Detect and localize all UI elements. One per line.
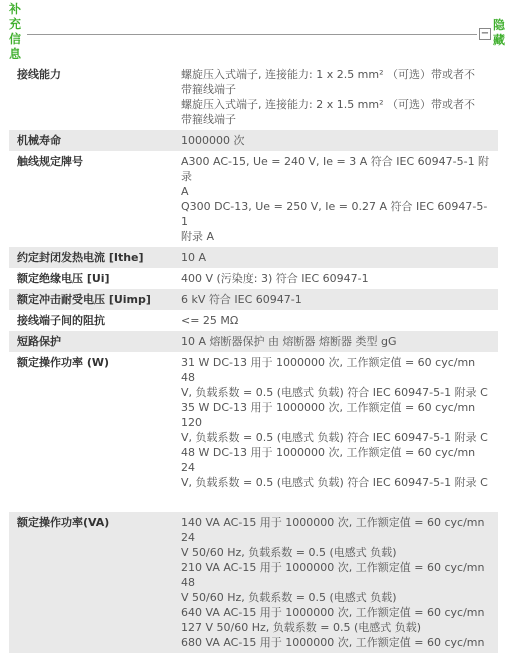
spec-label: 接线能力 bbox=[9, 64, 173, 130]
spec-row bbox=[9, 247, 498, 268]
spec-value-line: 48 W DC-13 用于 1000000 次, 工作额定值 = 60 cyc/mn 24 bbox=[181, 446, 476, 474]
spec-value-line: 1000000 次 bbox=[181, 134, 245, 147]
spec-value-line bbox=[181, 490, 492, 505]
spec-label: 额定绝缘电压 [Ui] bbox=[9, 268, 173, 289]
spec-value-line: 6 kV 符合 IEC 60947-1 bbox=[181, 293, 302, 306]
spec-value-line: 35 W DC-13 用于 1000000 次, 工作额定值 = 60 cyc/mn 120 bbox=[181, 401, 476, 429]
spec-value-line: A300 AC-15, Ue = 240 V, Ie = 3 A 符合 IEC 60947-5-1 附录 bbox=[181, 155, 490, 183]
spec-label: 短路保护 bbox=[9, 331, 173, 352]
spec-label: 额定操作功率(VA) bbox=[9, 512, 173, 653]
section-title-char: 息 bbox=[9, 47, 22, 61]
spec-row bbox=[9, 64, 498, 130]
spec-value-line: 640 VA AC-15 用于 1000000 次, 工作额定值 = 60 cyc/mn bbox=[181, 606, 485, 619]
spec-label: 额定操作功率 (W) bbox=[9, 352, 173, 508]
spec-label: 机械寿命 bbox=[9, 130, 173, 151]
spec-row bbox=[9, 352, 498, 508]
spec-value-line: 210 VA AC-15 用于 1000000 次, 工作额定值 = 60 cyc/mn 48 bbox=[181, 561, 485, 589]
spec-value-line: 带箍线端子 bbox=[181, 83, 236, 96]
spec-row bbox=[9, 151, 498, 247]
spec-value-line: V, 负载系数 = 0.5 (电感式 负载) 符合 IEC 60947-5-1 附录 C bbox=[181, 431, 488, 444]
spec-label: 额定冲击耐受电压 [Uimp] bbox=[9, 289, 173, 310]
spec-row bbox=[9, 331, 498, 352]
spec-row bbox=[9, 310, 498, 331]
spec-value-line: V 50/60 Hz, 负载系数 = 0.5 (电感式 负载) bbox=[181, 591, 397, 604]
spec-row bbox=[9, 512, 498, 653]
spec-row bbox=[9, 289, 498, 310]
section-title-char: 充 bbox=[9, 17, 22, 31]
spec-value-line: 400 V (污染度: 3) 符合 IEC 60947-1 bbox=[181, 272, 369, 285]
spec-value bbox=[173, 151, 498, 247]
spec-value-line: Q300 DC-13, Ue = 250 V, Ie = 0.27 A 符合 IEC 60947-5-1 bbox=[181, 200, 488, 228]
spec-row bbox=[9, 130, 498, 151]
spec-value bbox=[173, 352, 498, 508]
spec-value bbox=[173, 331, 498, 352]
hide-link-char: 藏 bbox=[493, 33, 506, 47]
spec-value-line: V, 负载系数 = 0.5 (电感式 负载) 符合 IEC 60947-5-1 附录 C bbox=[181, 386, 488, 399]
spec-value bbox=[173, 268, 498, 289]
spec-value-line: 螺旋压入式端子, 连接能力: 2 x 1.5 mm² （可选）带或者不 bbox=[181, 98, 476, 111]
spec-value-line: 680 VA AC-15 用于 1000000 次, 工作额定值 = 60 cyc/mn bbox=[181, 636, 485, 649]
spec-value-line: 140 VA AC-15 用于 1000000 次, 工作额定值 = 60 cyc/mn 24 bbox=[181, 516, 485, 544]
spec-value bbox=[173, 130, 498, 151]
spec-value-line: 10 A bbox=[181, 251, 207, 264]
spec-value-line: 螺旋压入式端子, 连接能力: 1 x 2.5 mm² （可选）带或者不 bbox=[181, 68, 476, 81]
spec-value-line: A bbox=[181, 185, 189, 198]
spec-value bbox=[173, 64, 498, 130]
section-title-char: 补 bbox=[9, 2, 22, 16]
collapse-icon[interactable]: − bbox=[480, 28, 490, 39]
spec-label: 约定封闭发热电流 [Ithe] bbox=[9, 247, 173, 268]
section-divider bbox=[27, 34, 477, 35]
spec-row bbox=[9, 268, 498, 289]
spec-value-line: 带箍线端子 bbox=[181, 113, 236, 126]
spec-value-line: 附录 A bbox=[181, 230, 215, 243]
section-title bbox=[9, 2, 23, 62]
spec-value bbox=[173, 310, 498, 331]
spec-label: 触线规定牌号 bbox=[9, 151, 173, 247]
spec-value bbox=[173, 289, 498, 310]
spec-value bbox=[173, 512, 498, 653]
hide-link-char: 隐 bbox=[493, 18, 506, 32]
spec-value-line: V 50/60 Hz, 负载系数 = 0.5 (电感式 负载) bbox=[181, 546, 397, 559]
spec-value-line: 127 V 50/60 Hz, 负载系数 = 0.5 (电感式 负载) bbox=[181, 621, 422, 634]
section-header bbox=[0, 0, 517, 62]
hide-link[interactable] bbox=[493, 18, 507, 48]
spec-value-line: 10 A 熔断器保护 由 熔断器 熔断器 类型 gG bbox=[181, 335, 397, 348]
spec-value-line: <= 25 MΩ bbox=[181, 314, 239, 327]
spec-value-line: 31 W DC-13 用于 1000000 次, 工作额定值 = 60 cyc/mn 48 bbox=[181, 356, 476, 384]
section-title-char: 信 bbox=[9, 32, 22, 46]
spec-label: 接线端子间的阻抗 bbox=[9, 310, 173, 331]
spec-value-line: V, 负载系数 = 0.5 (电感式 负载) 符合 IEC 60947-5-1 附录 C bbox=[181, 476, 488, 489]
spec-value bbox=[173, 247, 498, 268]
